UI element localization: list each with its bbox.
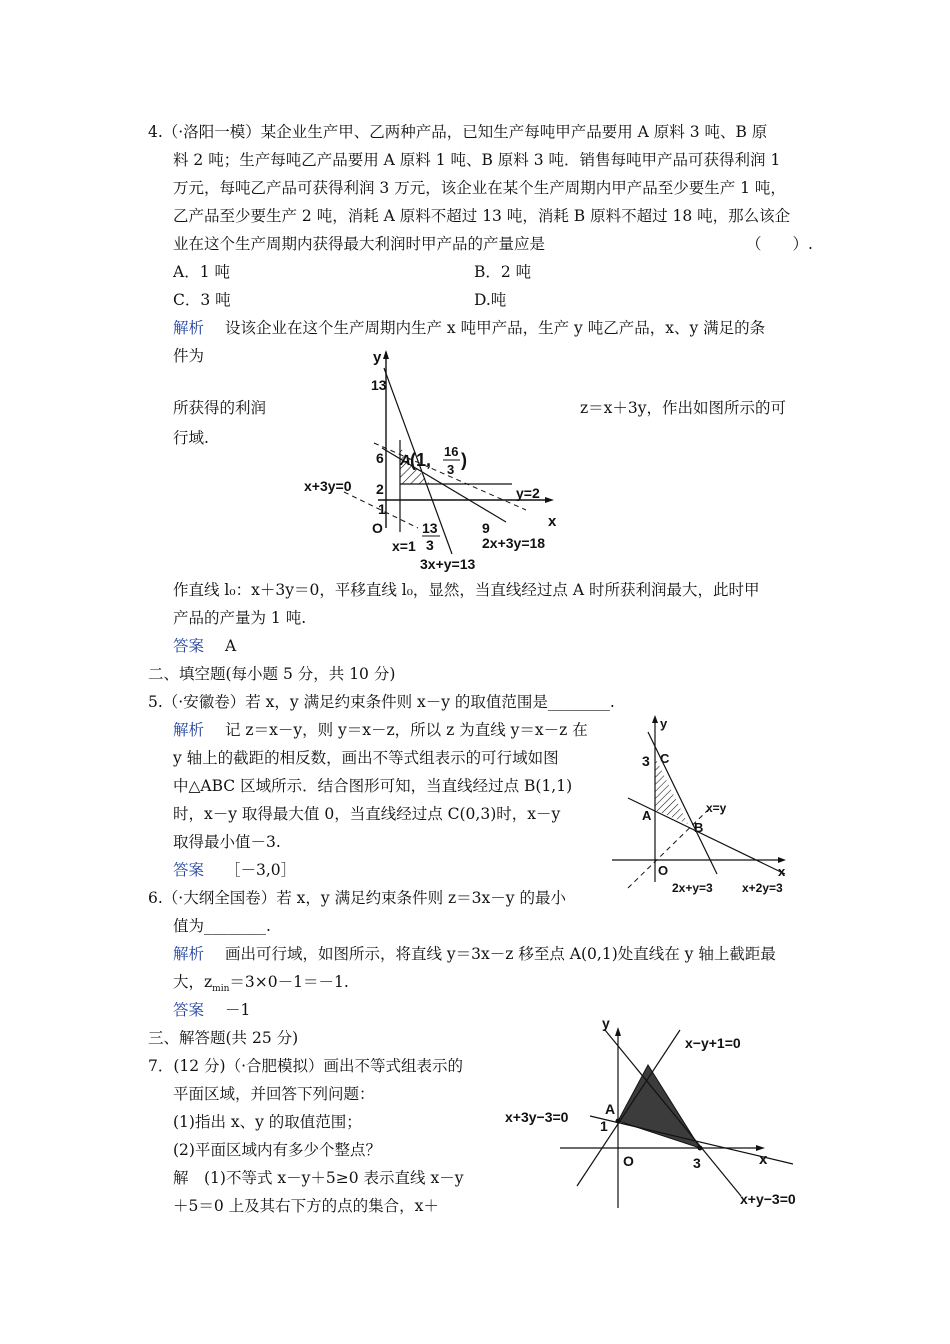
q4-tick-1: 1 [378, 501, 386, 517]
q4-origin-label: O [372, 520, 383, 536]
q4-answer: A [225, 637, 237, 655]
q4-option-c: C．3 吨 [173, 291, 231, 309]
q4-label-3xy13: 3x+y=13 [420, 556, 476, 572]
q4-tick-13-3-num: 13 [422, 520, 438, 536]
q7-line-6: ＋5＝0 上及其右下方的点的集合，x＋ [173, 1197, 439, 1215]
q6-jiexi-1: 画出可行域，如图所示，将直线 y＝3x－z 移至点 A(0,1)处直线在 y 轴上截距最 [225, 945, 776, 963]
q5-jiexi-1: 记 z＝x－y，则 y＝x－z，所以 z 为直线 y＝x－z 在 [225, 721, 588, 739]
q4-tick-9: 9 [482, 520, 490, 536]
q6-jiexi-subscript: min [212, 984, 230, 995]
q5-point-a: A [642, 808, 652, 823]
q6-stem-2: 值为________. [173, 917, 271, 935]
q4-point-a-den: 3 [447, 462, 455, 477]
q4-tick-13: 13 [371, 377, 387, 393]
q4-after-1: 作直线 l₀：x＋3y＝0，平移直线 l₀，显然，当直线经过点 A 时所获利润最大，此时甲 [173, 581, 760, 599]
q4-option-b: B．2 吨 [474, 263, 532, 281]
q7-label-x-y-1: x−y+1=0 [685, 1035, 741, 1051]
q4-line-3: 万元，每吨乙产品可获得利润 3 万元，该企业在某个生产周期内甲产品至少要生产 1 吨， [173, 179, 786, 197]
q5-jiexi-5: 取得最小值－3. [173, 833, 281, 851]
q5-point-c: C [660, 751, 670, 766]
q5-label-x-eq-y: x=y [706, 801, 727, 815]
q7-line-4: (2)平面区域内有多少个整点？ [173, 1141, 381, 1159]
q4-jiexi-label: 解析 [173, 319, 205, 337]
q4-option-a: A．1 吨 [173, 263, 230, 281]
q4-x-axis-label: x [548, 513, 557, 530]
q7-x-axis-label: x [759, 1151, 768, 1168]
q5-jiexi-4: 时，x－y 取得最大值 0，当直线经过点 C(0,3)时，x－y [173, 805, 561, 823]
q4-feasible-region-figure [298, 350, 563, 575]
q7-tick-3: 3 [693, 1155, 701, 1171]
q4-line-2: 料 2 吨；生产每吨乙产品要用 A 原料 1 吨、B 原料 3 吨．销售每吨甲产品可获得利润 1 [173, 151, 781, 169]
q7-line-3: (1)指出 x、y 的取值范围； [173, 1113, 362, 1131]
q6-jiexi-label: 解析 [173, 945, 205, 963]
q4-jiexi-1: 设该企业在这个生产周期内生产 x 吨甲产品，生产 y 吨乙产品，x、y 满足的条 [225, 319, 766, 337]
q4-jiexi-4: 行域. [173, 429, 209, 447]
q5-tick-3: 3 [642, 753, 650, 769]
q7-label-x-3y-3: x+3y−3=0 [505, 1109, 569, 1125]
q5-x-axis-label: x [778, 864, 786, 879]
q4-label-x3y0: x+3y=0 [304, 478, 352, 494]
q6-jiexi-2-a: 大，z [173, 973, 213, 991]
q4-point-a-label: A [400, 452, 411, 469]
q4-tick-13-3-den: 3 [426, 537, 434, 553]
q5-stem: 5.（·安徽卷）若 x，y 满足约束条件则 x－y 的取值范围是________. [148, 693, 615, 711]
q7-tick-1: 1 [600, 1118, 608, 1134]
q7-origin-label: O [623, 1153, 634, 1169]
q4-label-x1: x=1 [392, 538, 416, 554]
q4-tick-2: 2 [376, 481, 384, 497]
q4-option-d: D.吨 [474, 291, 507, 309]
q6-answer-label: 答案 [173, 1001, 205, 1019]
q7-line-1: 7．(12 分)（·合肥模拟）画出不等式组表示的 [148, 1057, 464, 1075]
q4-point-a-close: ) [461, 450, 467, 470]
q4-point-a-open: (1, [410, 450, 432, 470]
q7-line-2: 平面区域，并回答下列问题： [173, 1085, 375, 1103]
q6-jiexi-2-b: ＝3×0－1＝－1. [229, 973, 349, 991]
q7-y-axis-label: y [602, 1015, 610, 1031]
q7-region-figure [505, 1015, 815, 1213]
q4-jiexi-3b: z＝x＋3y，作出如图所示的可 [580, 399, 787, 417]
q5-answer: ［－3,0］ [225, 861, 297, 879]
q4-label-y2: y=2 [516, 485, 540, 501]
q7-point-a-label: A [605, 1101, 616, 1117]
q4-line-5: 业在这个生产周期内获得最大利润时甲产品的产量应是 [173, 235, 546, 253]
q4-jiexi-2: 件为 [173, 347, 205, 365]
q4-answer-paren: （ ）. [746, 235, 813, 253]
q5-jiexi-2: y 轴上的截距的相反数，画出不等式组表示的可行域如图 [173, 749, 559, 767]
q6-jiexi-2 [173, 972, 349, 999]
section-2-heading: 二、填空题(每小题 5 分，共 10 分) [148, 665, 396, 683]
q4-y-axis-label: y [373, 349, 382, 366]
q7-point-a-dot [616, 1119, 621, 1124]
q5-jiexi-label: 解析 [173, 721, 205, 739]
q7-shaded-triangle [618, 1065, 700, 1148]
q7-line-5: 解 (1)不等式 x－y＋5≥0 表示直线 x－y [173, 1169, 464, 1187]
q4-line-4: 乙产品至少要生产 2 吨，消耗 A 原料不超过 13 吨，消耗 B 原料不超过 18 吨，那么该企 [173, 207, 791, 225]
q4-label-2x3y18: 2x+3y=18 [482, 535, 546, 551]
q5-jiexi-3: 中△ABC 区域所示．结合图形可知，当直线经过点 B(1,1) [173, 777, 573, 795]
q4-tick-6: 6 [376, 450, 384, 466]
q4-after-2: 产品的产量为 1 吨. [173, 609, 307, 627]
q5-feasible-region-figure [600, 712, 795, 898]
q5-y-axis-label: y [660, 716, 668, 731]
q4-point-a-num: 16 [444, 444, 459, 459]
q5-answer-label: 答案 [173, 861, 205, 879]
q6-stem-1: 6.（·大纲全国卷）若 x，y 满足约束条件则 z＝3x－y 的最小 [148, 889, 566, 907]
q5-label-x-2y-3: x+2y=3 [742, 881, 783, 895]
q4-jiexi-3a: 所获得的利润 [173, 399, 267, 417]
q4-line-1: 4.（·洛阳一模）某企业生产甲、乙两种产品，已知生产每吨甲产品要用 A 原料 3 吨、B 原 [148, 123, 768, 141]
section-3-heading: 三、解答题(共 25 分) [148, 1029, 299, 1047]
q6-answer: －1 [225, 1001, 251, 1019]
q4-answer-label: 答案 [173, 637, 205, 655]
q7-label-x-y-3: x+y−3=0 [740, 1191, 796, 1207]
q5-point-b: B [694, 820, 704, 835]
q5-origin-label: O [658, 863, 669, 878]
q5-label-2x-y-3: 2x+y=3 [672, 881, 713, 895]
q7-point-3-dot [698, 1146, 703, 1151]
